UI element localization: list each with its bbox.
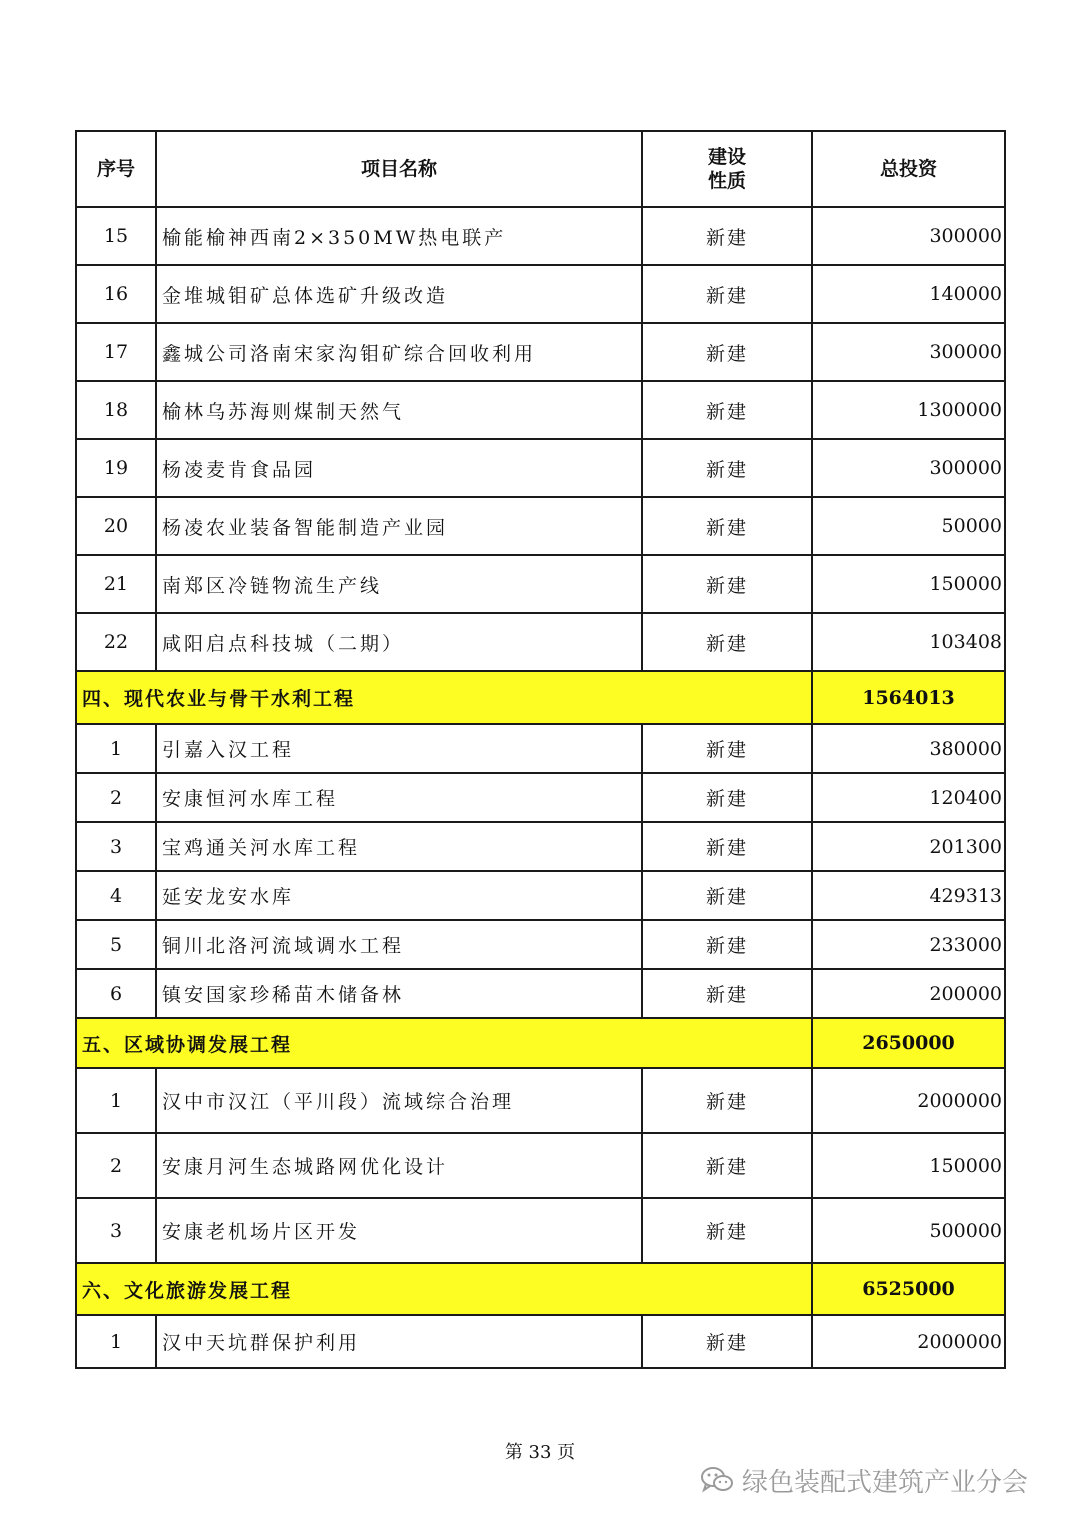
row-no: 3 (76, 822, 156, 871)
row-amount: 500000 (812, 1198, 1005, 1263)
row-type: 新建 (642, 613, 812, 671)
row-name: 鑫城公司洛南宋家沟钼矿综合回收利用 (156, 323, 642, 381)
table-row (76, 497, 1005, 555)
row-name: 安康老机场片区开发 (156, 1198, 642, 1263)
table-row (76, 920, 1005, 969)
row-amount: 2000000 (812, 1068, 1005, 1133)
row-name: 汉中天坑群保护利用 (156, 1315, 642, 1368)
wechat-icon (700, 1465, 734, 1495)
section-row (76, 671, 1005, 724)
row-name: 延安龙安水库 (156, 871, 642, 920)
table-row (76, 555, 1005, 613)
section-row (76, 1263, 1005, 1315)
row-type: 新建 (642, 871, 812, 920)
row-amount: 300000 (812, 323, 1005, 381)
table-row (76, 265, 1005, 323)
row-type: 新建 (642, 265, 812, 323)
row-amount: 140000 (812, 265, 1005, 323)
section-row (76, 1018, 1005, 1068)
row-name: 铜川北洛河流域调水工程 (156, 920, 642, 969)
row-name: 金堆城钼矿总体选矿升级改造 (156, 265, 642, 323)
page-number: 第 33 页 (504, 1442, 576, 1463)
row-no: 1 (76, 1068, 156, 1133)
table-row (76, 969, 1005, 1018)
row-type: 新建 (642, 1315, 812, 1368)
row-no: 18 (76, 381, 156, 439)
row-no: 16 (76, 265, 156, 323)
row-name: 榆林乌苏海则煤制天然气 (156, 381, 642, 439)
header-name: 项目名称 (156, 131, 642, 207)
row-no: 15 (76, 207, 156, 265)
table-row (76, 1315, 1005, 1368)
header-no: 序号 (76, 131, 156, 207)
watermark (700, 1460, 1028, 1500)
row-type: 新建 (642, 969, 812, 1018)
row-no: 5 (76, 920, 156, 969)
row-type: 新建 (642, 555, 812, 613)
table-row (76, 773, 1005, 822)
row-name: 镇安国家珍稀苗木储备林 (156, 969, 642, 1018)
row-type: 新建 (642, 724, 812, 773)
row-name: 汉中市汉江（平川段）流域综合治理 (156, 1068, 642, 1133)
row-no: 17 (76, 323, 156, 381)
row-name: 南郑区冷链物流生产线 (156, 555, 642, 613)
table-row (76, 724, 1005, 773)
row-no: 20 (76, 497, 156, 555)
header-row (76, 131, 1005, 207)
row-name: 榆能榆神西南2×350MW热电联产 (156, 207, 642, 265)
row-no: 19 (76, 439, 156, 497)
table-row (76, 613, 1005, 671)
row-amount: 103408 (812, 613, 1005, 671)
row-type: 新建 (642, 497, 812, 555)
row-no: 3 (76, 1198, 156, 1263)
row-type: 新建 (642, 1133, 812, 1198)
table-row (76, 1068, 1005, 1133)
row-no: 1 (76, 724, 156, 773)
row-no: 2 (76, 1133, 156, 1198)
row-no: 4 (76, 871, 156, 920)
row-no: 21 (76, 555, 156, 613)
row-amount: 1300000 (812, 381, 1005, 439)
row-no: 6 (76, 969, 156, 1018)
section-title: 六、文化旅游发展工程 (76, 1263, 812, 1315)
row-amount: 300000 (812, 207, 1005, 265)
row-amount: 380000 (812, 724, 1005, 773)
table-row (76, 439, 1005, 497)
row-type: 新建 (642, 1198, 812, 1263)
row-amount: 233000 (812, 920, 1005, 969)
section-amount: 1564013 (812, 671, 1005, 724)
row-name: 引嘉入汉工程 (156, 724, 642, 773)
table-row (76, 822, 1005, 871)
investment-table (75, 130, 1006, 1369)
watermark-text: 绿色装配式建筑产业分会 (742, 1467, 1029, 1498)
row-type: 新建 (642, 439, 812, 497)
header-type-line2: 性质 (707, 170, 746, 192)
row-amount: 300000 (812, 439, 1005, 497)
row-type: 新建 (642, 207, 812, 265)
table-row (76, 207, 1005, 265)
header-type-line1: 建设 (707, 146, 746, 168)
row-no: 2 (76, 773, 156, 822)
row-type: 新建 (642, 920, 812, 969)
section-title: 五、区域协调发展工程 (76, 1018, 812, 1068)
row-amount: 150000 (812, 555, 1005, 613)
row-no: 1 (76, 1315, 156, 1368)
row-type: 新建 (642, 773, 812, 822)
row-name: 宝鸡通关河水库工程 (156, 822, 642, 871)
row-type: 新建 (642, 323, 812, 381)
row-amount: 200000 (812, 969, 1005, 1018)
row-name: 咸阳启点科技城（二期） (156, 613, 642, 671)
row-no: 22 (76, 613, 156, 671)
row-amount: 150000 (812, 1133, 1005, 1198)
table-row (76, 871, 1005, 920)
section-amount: 2650000 (812, 1018, 1005, 1068)
header-type (642, 131, 812, 207)
row-type: 新建 (642, 822, 812, 871)
row-amount: 2000000 (812, 1315, 1005, 1368)
row-amount: 201300 (812, 822, 1005, 871)
table-row (76, 323, 1005, 381)
row-name: 安康恒河水库工程 (156, 773, 642, 822)
section-title: 四、现代农业与骨干水利工程 (76, 671, 812, 724)
row-name: 安康月河生态城路网优化设计 (156, 1133, 642, 1198)
section-amount: 6525000 (812, 1263, 1005, 1315)
header-amount: 总投资 (812, 131, 1005, 207)
table-row (76, 1198, 1005, 1263)
row-name: 杨凌麦肯食品园 (156, 439, 642, 497)
row-amount: 50000 (812, 497, 1005, 555)
table-row (76, 1133, 1005, 1198)
row-amount: 429313 (812, 871, 1005, 920)
row-amount: 120400 (812, 773, 1005, 822)
row-name: 杨凌农业装备智能制造产业园 (156, 497, 642, 555)
row-type: 新建 (642, 381, 812, 439)
table-row (76, 381, 1005, 439)
row-type: 新建 (642, 1068, 812, 1133)
